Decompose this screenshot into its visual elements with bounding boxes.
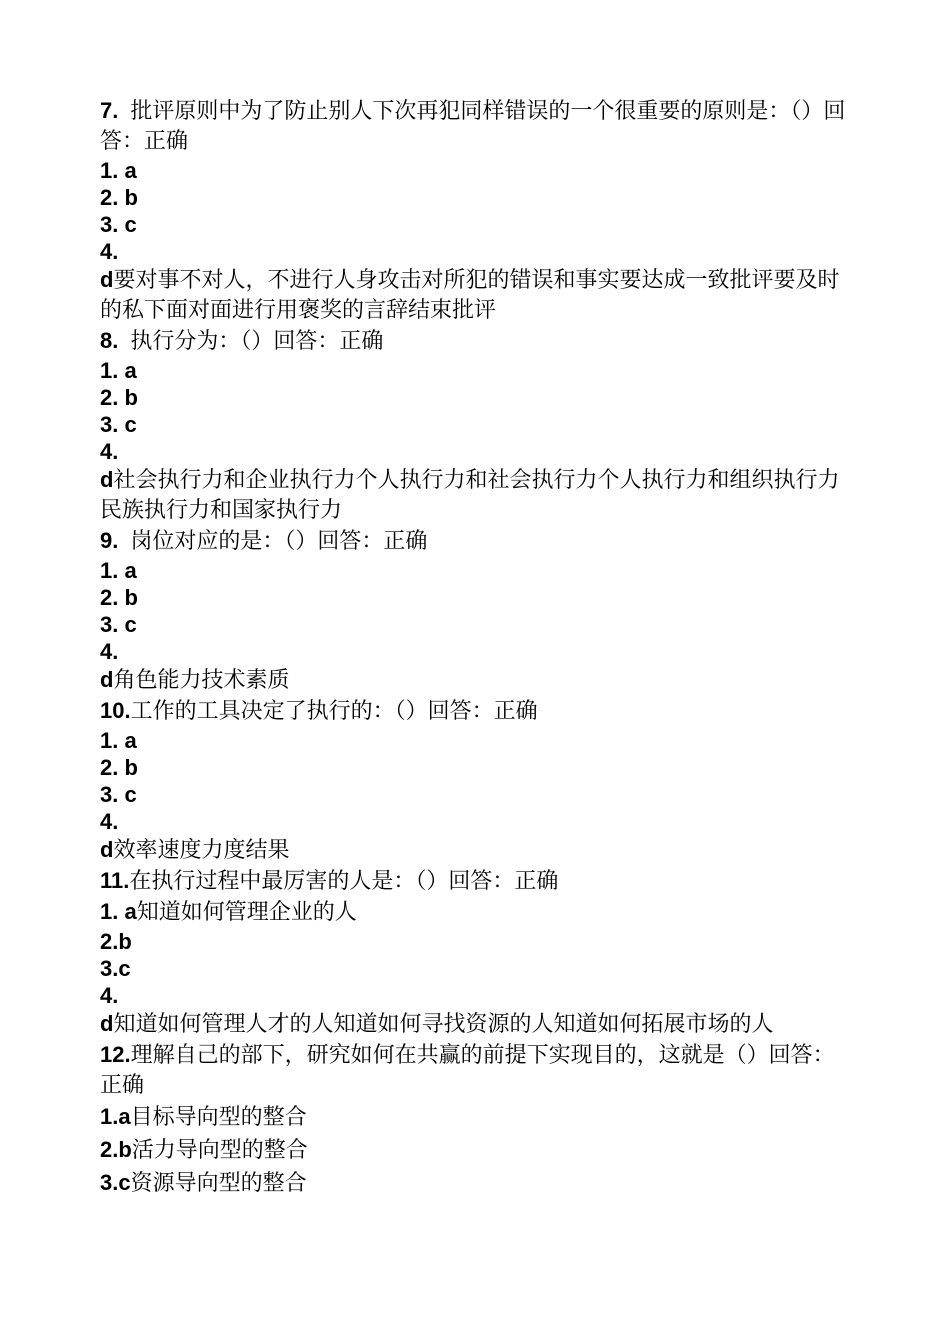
option-b: 2. b xyxy=(100,585,138,610)
option-a: 1. a xyxy=(100,728,137,753)
option-4: 4. xyxy=(100,983,119,1008)
question-9 xyxy=(100,526,850,696)
option-d: d知道如何管理人才的人知道如何寻找资源的人知道如何拓展市场的人 xyxy=(100,1011,774,1037)
question-text: 9. 岗位对应的是：（）回答：正确 xyxy=(100,528,428,554)
question-11 xyxy=(100,866,850,1040)
question-text: 10.工作的工具决定了执行的：（）回答：正确 xyxy=(100,698,538,724)
option-c: 3. c xyxy=(100,412,137,437)
option-c: 3. c xyxy=(100,782,137,807)
question-text: 8. 执行分为：（）回答：正确 xyxy=(100,328,384,354)
question-7 xyxy=(100,96,850,326)
option-c: 3.c xyxy=(100,956,131,981)
option-b: 2. b xyxy=(100,185,138,210)
option-c: 3. c xyxy=(100,212,137,237)
option-d: d角色能力技术素质 xyxy=(100,667,290,693)
option-b: 2.b xyxy=(100,929,132,954)
option-a: 1. a知道如何管理企业的人 xyxy=(100,899,357,925)
option-4: 4. xyxy=(100,809,119,834)
question-text: 12.理解自己的部下，研究如何在共赢的前提下实现目的，这就是（）回答：正确 xyxy=(100,1042,835,1098)
option-b: 2.b活力导向型的整合 xyxy=(100,1137,308,1163)
option-d: d效率速度力度结果 xyxy=(100,837,290,863)
option-a: 1.a目标导向型的整合 xyxy=(100,1104,307,1130)
option-c: 3.c资源导向型的整合 xyxy=(100,1170,307,1196)
option-d: d社会执行力和企业执行力个人执行力和社会执行力个人执行力和组织执行力民族执行力和国家执行力 xyxy=(100,467,840,523)
question-text: 11.在执行过程中最厉害的人是：（）回答：正确 xyxy=(100,868,559,894)
option-c: 3. c xyxy=(100,612,137,637)
option-b: 2. b xyxy=(100,385,138,410)
option-b: 2. b xyxy=(100,755,138,780)
question-12 xyxy=(100,1040,850,1200)
option-4: 4. xyxy=(100,639,119,664)
option-a: 1. a xyxy=(100,558,137,583)
option-a: 1. a xyxy=(100,158,137,183)
document-page xyxy=(100,96,850,1200)
option-4: 4. xyxy=(100,439,119,464)
option-4: 4. xyxy=(100,239,119,264)
question-text: 7. 批评原则中为了防止别人下次再犯同样错误的一个很重要的原则是：（）回答：正确 xyxy=(100,98,846,154)
option-d: d要对事不对人，不进行人身攻击对所犯的错误和事实要达成一致批评要及时的私下面对面进行用褒奖的言辞结束批评 xyxy=(100,267,840,323)
option-a: 1. a xyxy=(100,358,137,383)
question-10 xyxy=(100,696,850,866)
question-8 xyxy=(100,326,850,526)
